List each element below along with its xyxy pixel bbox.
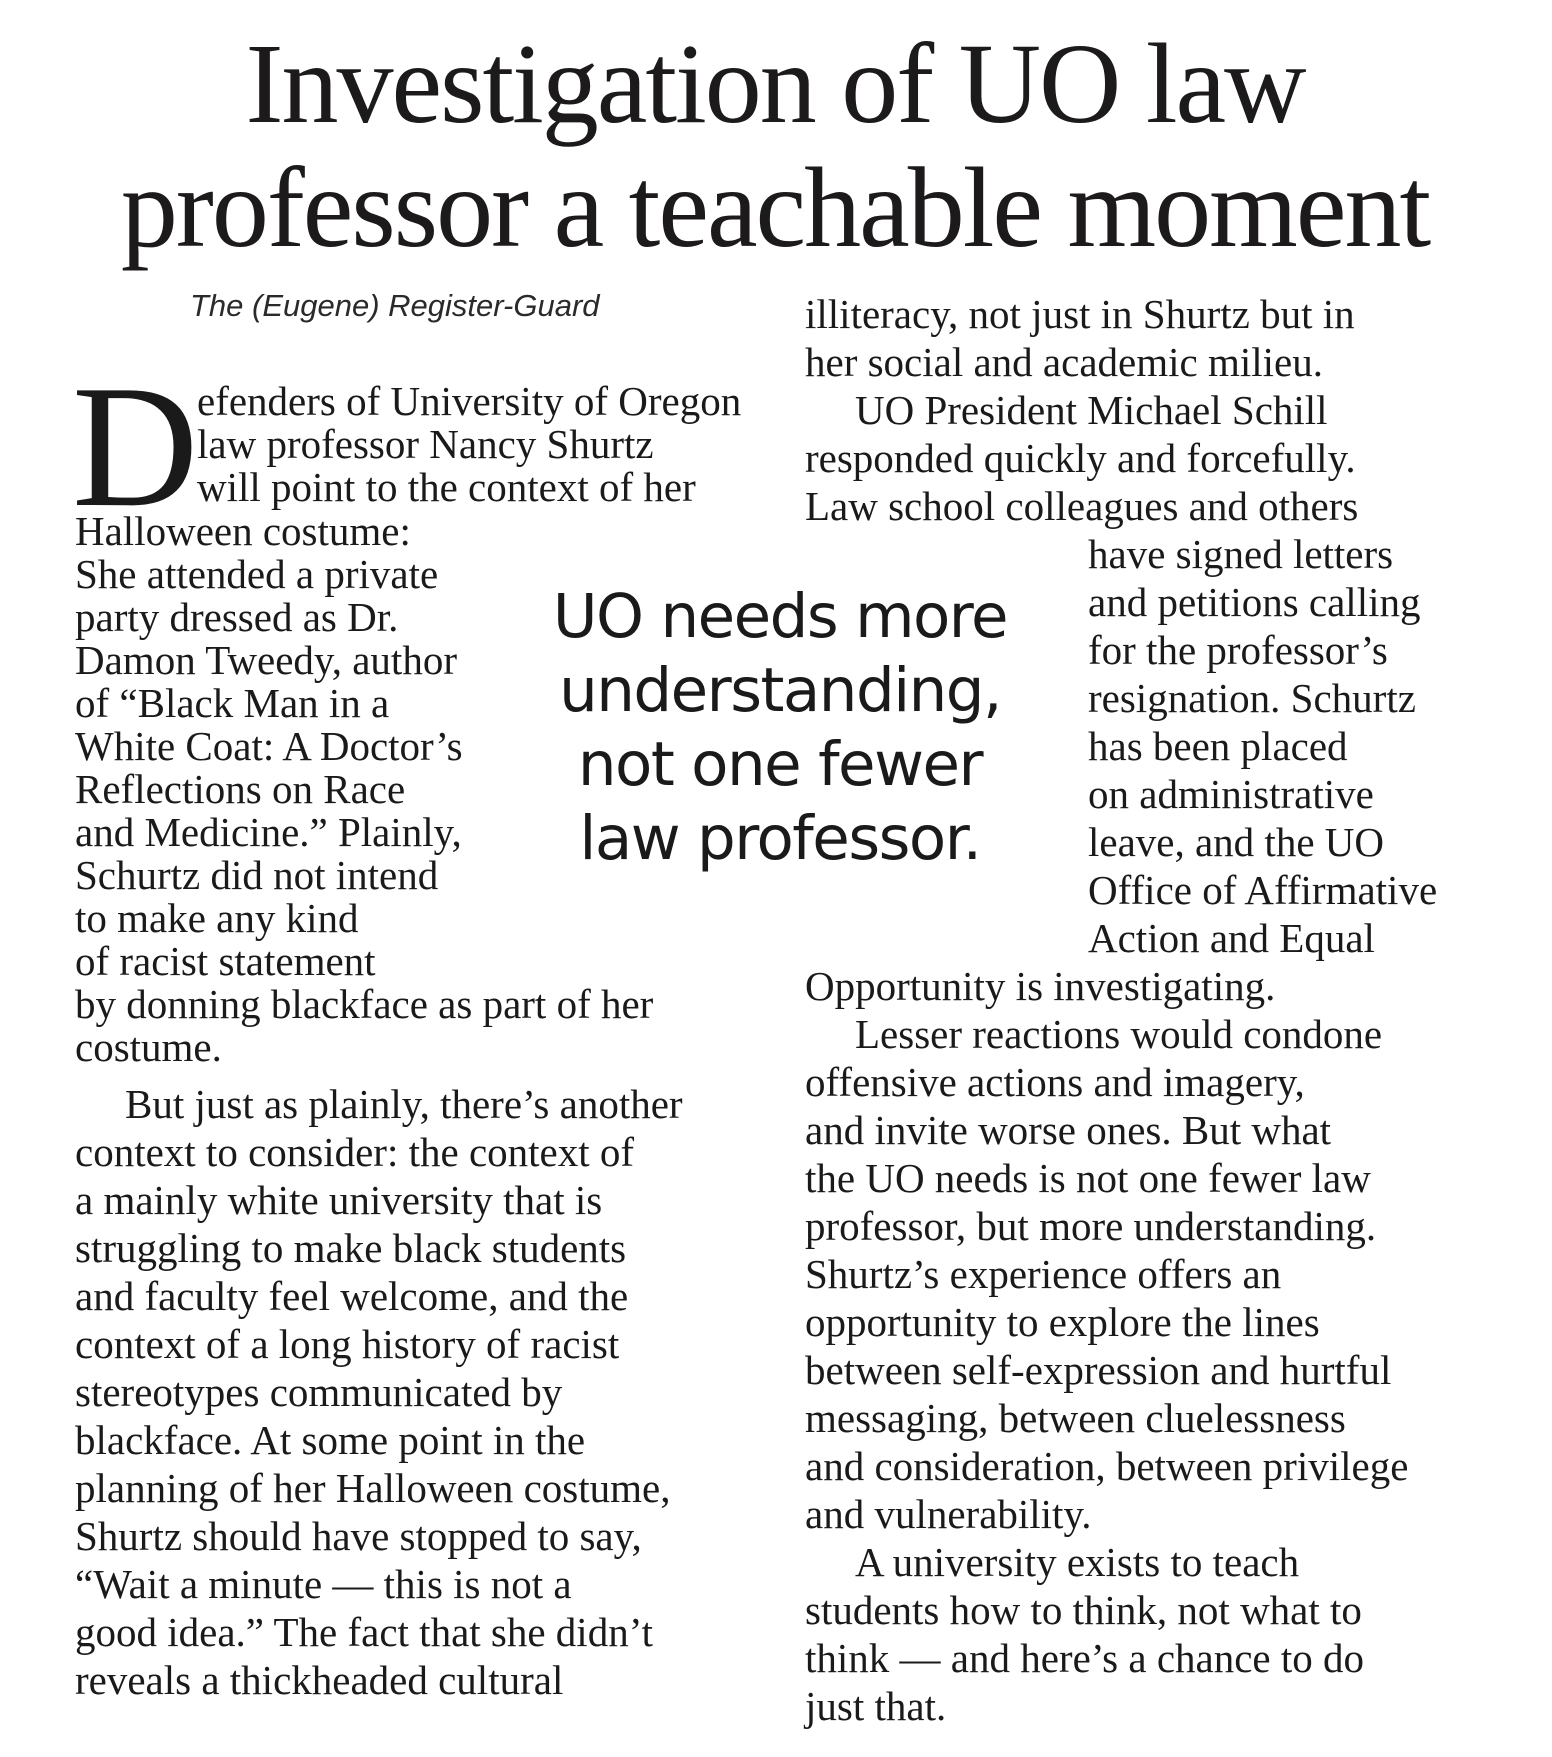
text-line: context of a long history of racist xyxy=(75,1321,620,1367)
text-line: Law school colleagues and others xyxy=(805,483,1359,529)
text-line: resignation. Schurtz xyxy=(1088,675,1416,721)
right-wrap xyxy=(1088,530,1437,962)
text-line: Opportunity is investigating. xyxy=(805,963,1276,1009)
text-line: and vulnerability. xyxy=(805,1491,1092,1537)
right-top xyxy=(805,290,1358,530)
pull-quote-line: understanding, xyxy=(559,655,1001,726)
text-line: party dressed as Dr. xyxy=(75,594,399,640)
text-line: opportunity to explore the lines xyxy=(805,1299,1320,1345)
text-line: will point to the context of her xyxy=(197,464,696,510)
text-line: Damon Tweedy, author xyxy=(75,637,457,683)
text-line: A university exists to teach xyxy=(855,1539,1300,1585)
text-line: and invite worse ones. But what xyxy=(805,1107,1332,1153)
text-line: by donning blackface as part of her xyxy=(75,981,654,1027)
text-line: efenders of University of Oregon xyxy=(197,378,742,424)
text-line: illiteracy, not just in Shurtz but in xyxy=(805,291,1355,337)
text-line: Halloween costume: xyxy=(75,508,411,554)
text-line: on administrative xyxy=(1088,771,1374,817)
text-line: Action and Equal xyxy=(1088,915,1375,961)
text-line: the UO needs is not one fewer law xyxy=(805,1155,1371,1201)
byline: The (Eugene) Register-Guard xyxy=(190,288,600,323)
pull-quote-line: UO needs more xyxy=(552,581,1008,652)
text-line: and faculty feel welcome, and the xyxy=(75,1273,629,1319)
headline-line-2: professor a teachable moment xyxy=(120,144,1430,271)
text-line: Schurtz did not intend xyxy=(75,852,439,898)
text-line: her social and academic milieu. xyxy=(805,339,1323,385)
text-line: She attended a private xyxy=(75,551,439,597)
text-line: good idea.” The fact that she didn’t xyxy=(75,1609,654,1655)
text-line: think — and here’s a chance to do xyxy=(805,1635,1365,1681)
pull-quote-line: not one fewer xyxy=(577,729,983,800)
text-line: responded quickly and forcefully. xyxy=(805,435,1356,481)
text-line: reveals a thickheaded cultural xyxy=(75,1657,564,1703)
text-line: and petitions calling xyxy=(1088,579,1421,625)
text-line: context to consider: the context of xyxy=(75,1129,635,1175)
headline-line-1: Investigation of UO law xyxy=(245,20,1305,147)
text-line: of racist statement xyxy=(75,938,376,984)
text-line: students how to think, not what to xyxy=(805,1587,1362,1633)
text-line: offensive actions and imagery, xyxy=(805,1059,1305,1105)
text-line: have signed letters xyxy=(1088,531,1394,577)
text-line: and consideration, between privilege xyxy=(805,1443,1409,1489)
text-line: and Medicine.” Plainly, xyxy=(75,809,462,855)
text-line: costume. xyxy=(75,1024,222,1070)
text-line: Reflections on Race xyxy=(75,766,406,812)
text-line: leave, and the UO xyxy=(1088,819,1384,865)
text-line: UO President Michael Schill xyxy=(855,387,1328,433)
text-line: White Coat: A Doctor’s xyxy=(75,723,463,769)
text-line: stereotypes communicated by xyxy=(75,1369,563,1415)
text-line: has been placed xyxy=(1088,723,1348,769)
left-paragraph-2 xyxy=(75,1080,683,1704)
text-line: of “Black Man in a xyxy=(75,680,390,726)
pull-quote xyxy=(515,580,1045,876)
left-intro xyxy=(197,380,741,509)
text-line: But just as plainly, there’s another xyxy=(125,1081,683,1127)
right-bottom xyxy=(805,962,1408,1730)
text-line: a mainly white university that is xyxy=(75,1177,603,1223)
text-line: for the professor’s xyxy=(1088,627,1388,673)
text-line: Shurtz should have stopped to say, xyxy=(75,1513,642,1559)
text-line: planning of her Halloween costume, xyxy=(75,1465,671,1511)
pull-quote-line: law professor. xyxy=(579,803,981,874)
text-line: to make any kind xyxy=(75,895,359,941)
text-line: struggling to make black students xyxy=(75,1225,627,1271)
text-line: messaging, between cluelessness xyxy=(805,1395,1346,1441)
text-line: professor, but more understanding. xyxy=(805,1203,1377,1249)
text-line: Lesser reactions would condone xyxy=(855,1011,1383,1057)
text-line: between self-expression and hurtful xyxy=(805,1347,1392,1393)
headline xyxy=(60,22,1490,270)
text-line: law professor Nancy Shurtz xyxy=(197,421,654,467)
drop-cap: D xyxy=(72,349,199,543)
text-line: Shurtz’s experience offers an xyxy=(805,1251,1282,1297)
text-line: “Wait a minute — this is not a xyxy=(75,1561,572,1607)
text-line: just that. xyxy=(805,1683,947,1729)
text-line: blackface. At some point in the xyxy=(75,1417,586,1463)
text-line: Office of Affirmative xyxy=(1088,867,1438,913)
